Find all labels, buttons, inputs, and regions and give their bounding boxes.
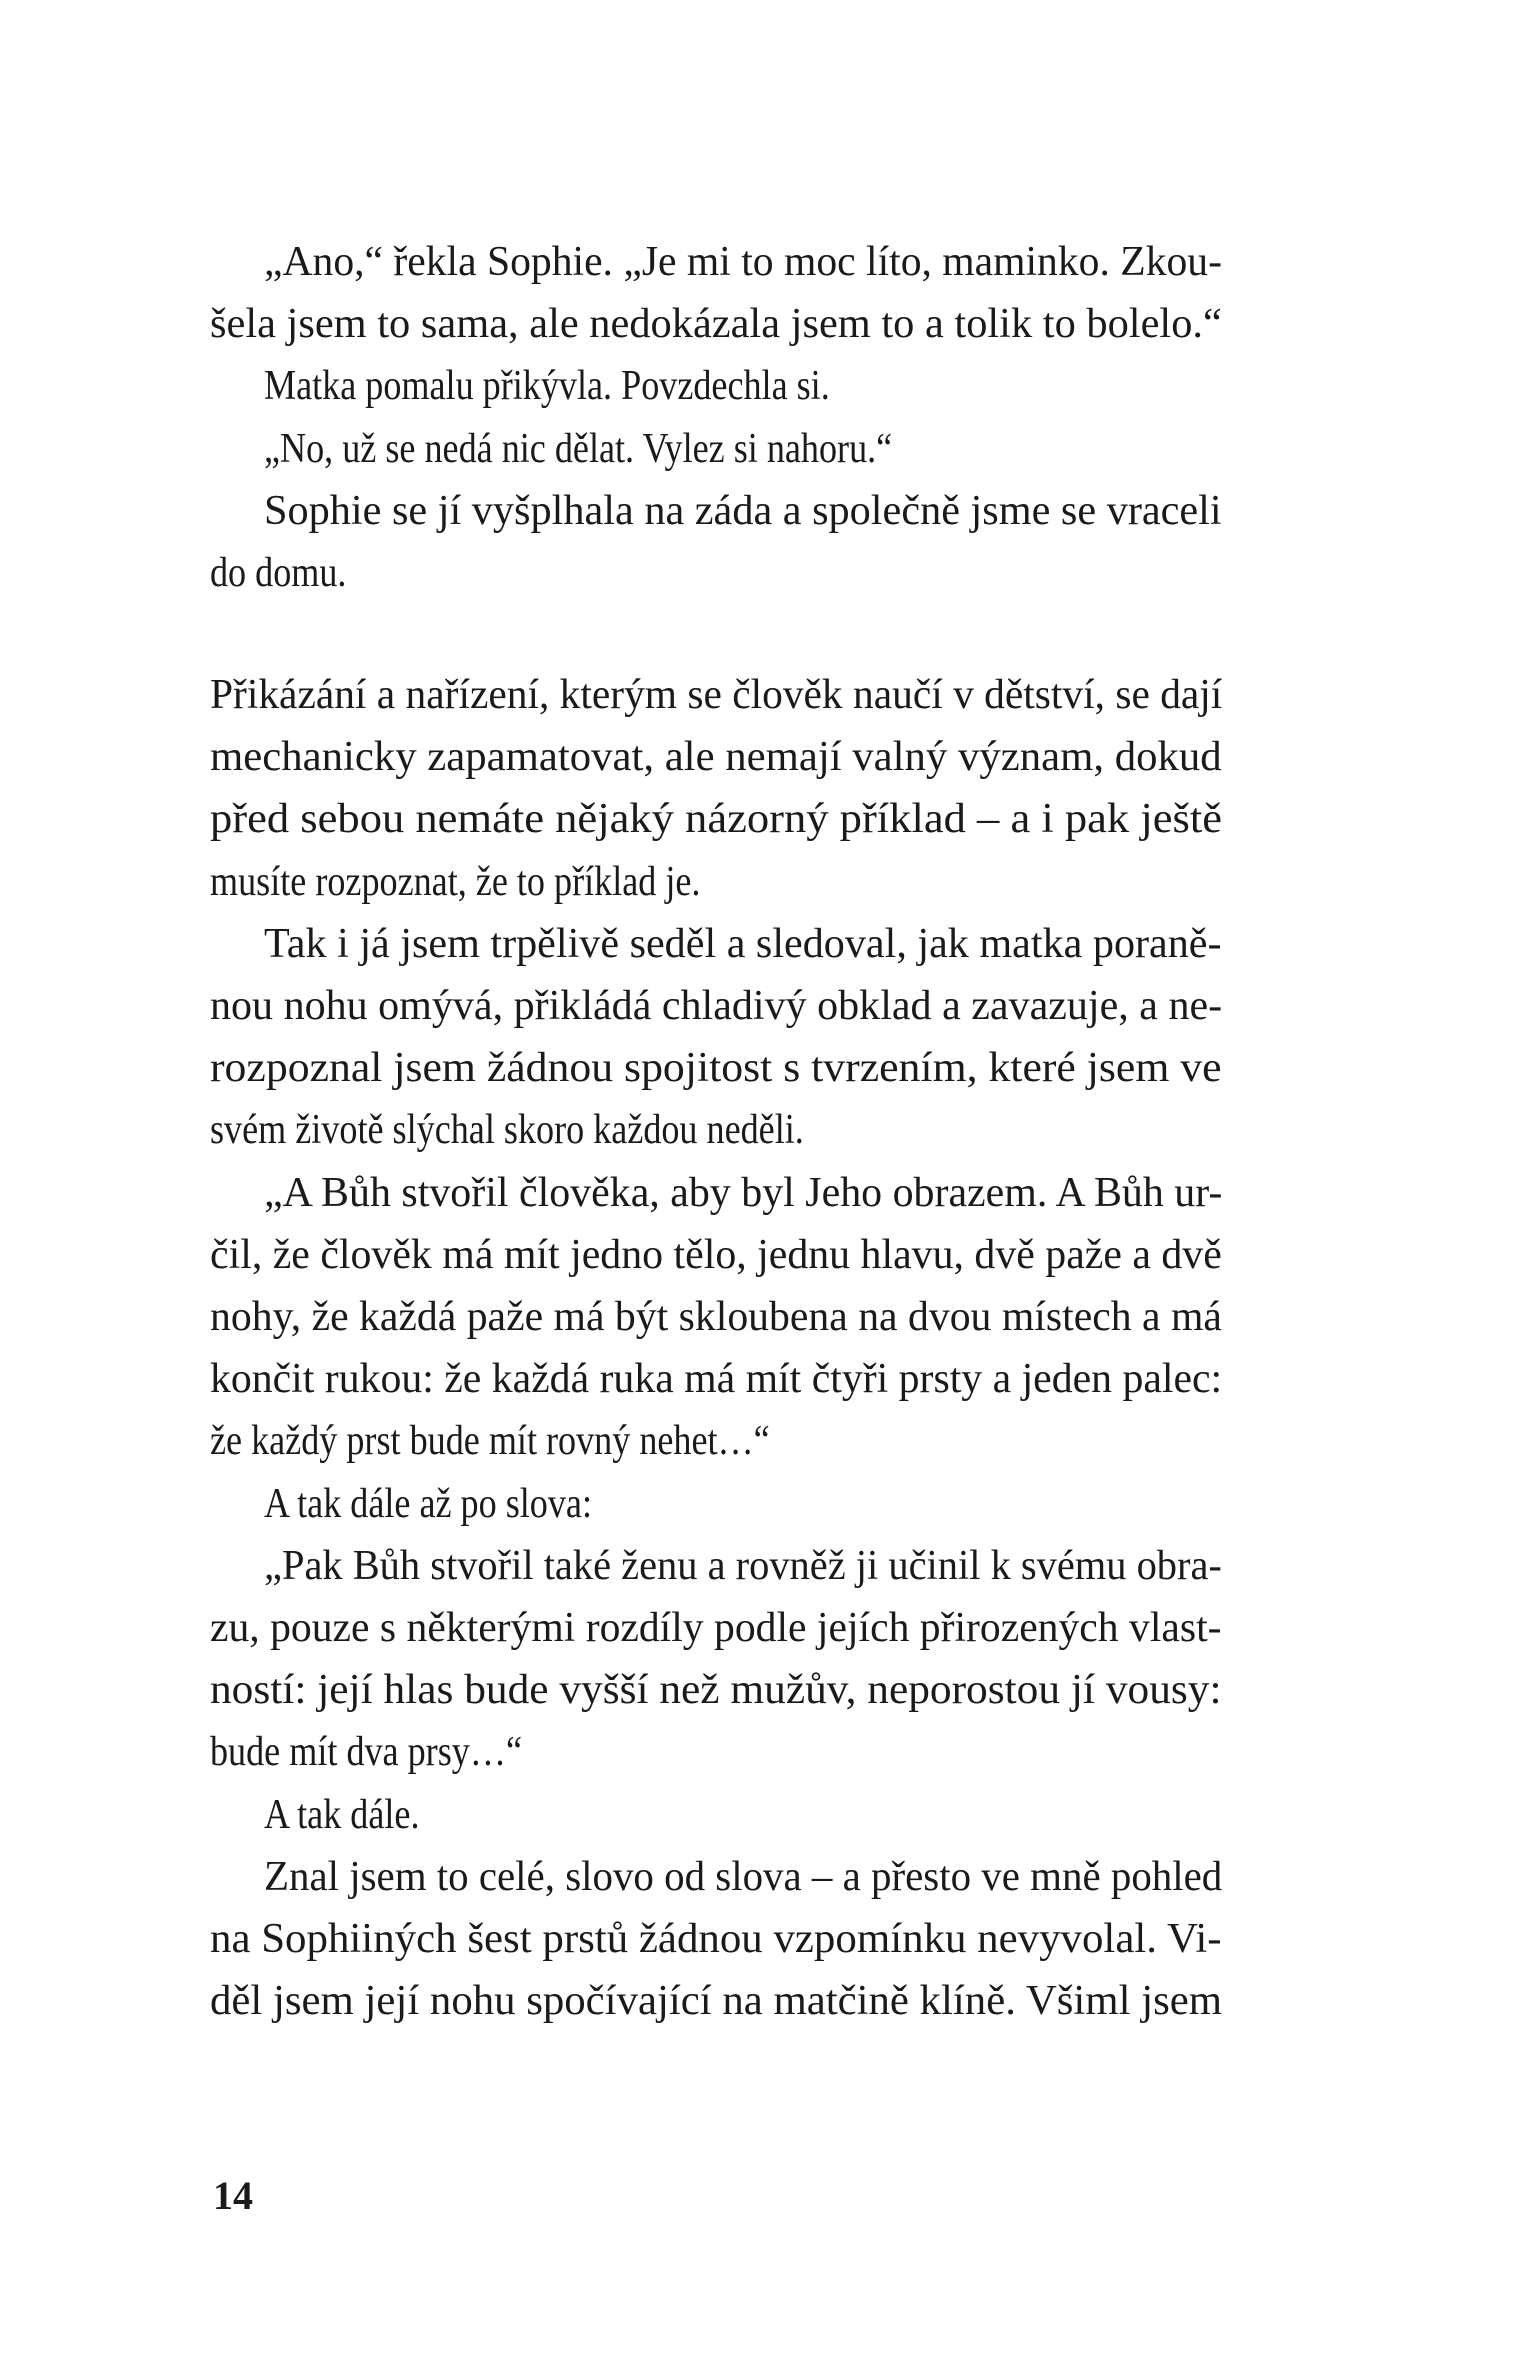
line-text: svém životě slýchal skoro každou neděli. bbox=[210, 1107, 804, 1154]
line-text: A tak dále až po slova: bbox=[264, 1480, 592, 1527]
line-text: že každý prst bude mít rovný nehet…“ bbox=[210, 1418, 770, 1465]
line-text: před sebou nemáte nějaký názorný příklad – a i pak ještě bbox=[210, 796, 1222, 843]
text-line bbox=[264, 480, 1222, 542]
text-line bbox=[210, 1908, 1222, 1970]
line-text: bude mít dva prsy…“ bbox=[210, 1729, 522, 1776]
line-text: zu, pouze s některými rozdíly podle jejích přirozených vlast- bbox=[210, 1605, 1222, 1651]
text-line bbox=[210, 1099, 1222, 1161]
text-line bbox=[210, 1659, 1222, 1721]
line-text: šela jsem to sama, ale nedokázala jsem to a tolik to bolelo.“ bbox=[210, 301, 1222, 348]
page-number: 14 bbox=[213, 2173, 253, 2218]
line-text: na Sophiiných šest prstů žádnou vzpomínku nevyvolal. Vi- bbox=[210, 1916, 1222, 1962]
line-text: děl jsem její nohu spočívající na matčině klíně. Všiml jsem bbox=[210, 1978, 1223, 2025]
text-line bbox=[264, 913, 1222, 975]
text-line bbox=[264, 1846, 1222, 1908]
line-text: mechanicky zapamatovat, ale nemají valný význam, dokud bbox=[210, 734, 1222, 781]
line-text: Přikázání a nařízení, kterým se člověk naučí v dětství, se dají bbox=[210, 672, 1223, 718]
text-line bbox=[210, 293, 1222, 355]
text-line bbox=[210, 1348, 1222, 1410]
text-line bbox=[264, 418, 1222, 480]
text-line bbox=[264, 231, 1222, 293]
text-line bbox=[210, 726, 1222, 788]
line-text: nou nohu omývá, přikládá chladivý obklad a zavazuje, a ne- bbox=[210, 983, 1223, 1029]
text-line bbox=[210, 1721, 1222, 1783]
text-line bbox=[210, 542, 1222, 604]
line-text: končit rukou: že každá ruka má mít čtyři prsty a jeden palec: bbox=[210, 1356, 1223, 1403]
text-line bbox=[264, 1535, 1222, 1597]
text-line bbox=[264, 1162, 1222, 1224]
line-text: do domu. bbox=[210, 550, 347, 596]
line-text: Tak i já jsem trpělivě seděl a sledoval, jak matka poraně- bbox=[264, 920, 1222, 967]
line-text: Sophie se jí vyšplhala na záda a společně jsme se vraceli bbox=[264, 487, 1222, 534]
line-text: „Pak Bůh stvořil také ženu a rovněž ji učinil k svému obra- bbox=[264, 1542, 1222, 1589]
text-line bbox=[210, 1224, 1222, 1286]
line-text: Matka pomalu přikývla. Povzdechla si. bbox=[264, 363, 830, 410]
text-line bbox=[210, 788, 1222, 850]
line-text: A tak dále. bbox=[264, 1791, 420, 1838]
line-text: nohy, že každá paže má být skloubena na dvou místech a má bbox=[210, 1294, 1222, 1340]
line-text: čil, že člověk má mít jedno tělo, jednu hlavu, dvě paže a dvě bbox=[210, 1231, 1222, 1278]
text-line bbox=[210, 851, 1222, 913]
text-line bbox=[210, 1410, 1222, 1472]
text-line bbox=[264, 1784, 1222, 1846]
line-text: „No, už se nedá nic dělat. Vylez si nahoru.“ bbox=[264, 425, 893, 472]
text-line bbox=[210, 1597, 1222, 1659]
line-text: rozpoznal jsem žádnou spojitost s tvrzením, které jsem ve bbox=[210, 1045, 1222, 1092]
text-line bbox=[210, 1970, 1222, 2032]
text-line bbox=[264, 1473, 1222, 1535]
line-text: „Ano,“ řekla Sophie. „Je mi to moc líto, maminko. Zkou- bbox=[264, 239, 1222, 285]
text-line bbox=[264, 355, 1222, 417]
line-text: ností: její hlas bude vyšší než mužův, neporostou jí vousy: bbox=[210, 1667, 1222, 1714]
line-text: musíte rozpoznat, že to příklad je. bbox=[210, 858, 701, 905]
text-line bbox=[210, 664, 1222, 726]
text-line bbox=[210, 975, 1222, 1037]
line-text: „A Bůh stvořil člověka, aby byl Jeho obrazem. A Bůh ur- bbox=[264, 1169, 1223, 1216]
text-line bbox=[210, 1037, 1222, 1099]
text-line bbox=[210, 1286, 1222, 1348]
line-text: Znal jsem to celé, slovo od slova – a přesto ve mně pohled bbox=[264, 1853, 1223, 1900]
